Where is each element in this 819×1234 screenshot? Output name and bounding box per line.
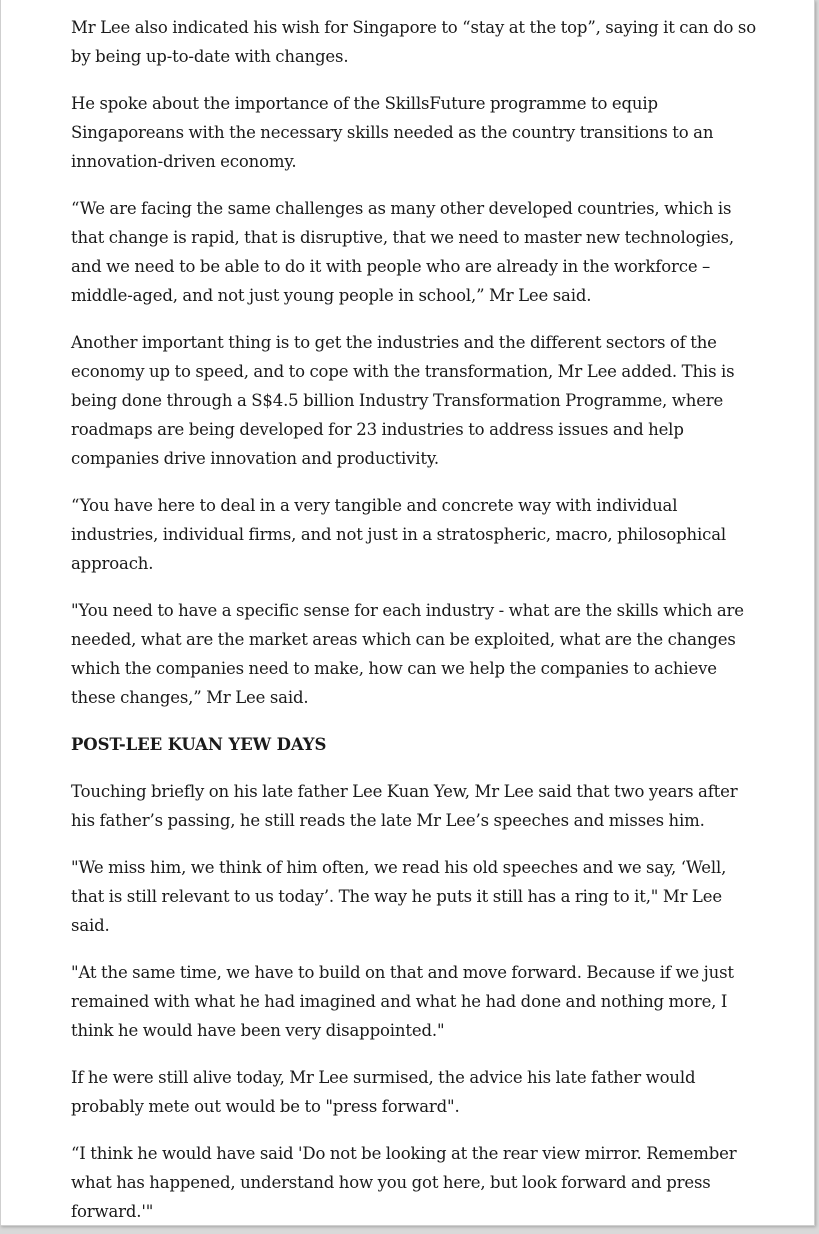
paragraph-press-forward: If he were still alive today, Mr Lee surmised, the advice his late father would probably mete out would be to "press forward". xyxy=(71,1068,696,1116)
paragraph-skillsfuture: He spoke about the importance of the SkillsFuture programme to equip Singaporeans with the necessary skills needed as the country transitions to an innovation-driven economy. xyxy=(71,94,714,171)
paragraph-specific-sense-quote: "You need to have a specific sense for each industry - what are the skills which are needed, what are the market areas which can be exploited, what are the changes which the companies need to make, how can we help the companies to achieve these changes,” Mr Lee said. xyxy=(71,601,744,707)
paragraph-rear-view-mirror-quote: “I think he would have said 'Do not be looking at the rear view mirror. Remember what has happened, understand how you got here, but look forward and press forward.'" xyxy=(71,1144,737,1221)
article-body xyxy=(71,13,761,1226)
paragraph-late-father: Touching briefly on his late father Lee Kuan Yew, Mr Lee said that two years after his father’s passing, he still reads the late Mr Lee’s speeches and misses him. xyxy=(71,782,738,830)
paragraph-stay-at-top: Mr Lee also indicated his wish for Singapore to “stay at the top”, saying it can do so by being up-to-date with changes. xyxy=(71,18,757,66)
paragraph-move-forward-quote: "At the same time, we have to build on that and move forward. Because if we just remained with what he had imagined and what he had done and nothing more, I think he would have been very disappointed." xyxy=(71,963,734,1040)
paragraph-same-challenges-quote: “We are facing the same challenges as many other developed countries, which is that change is rapid, that is disruptive, that we need to master new technologies, and we need to be able to do it with people who are already in the workforce – middle-aged, and not just young people in school,” Mr Lee said. xyxy=(71,199,734,305)
paragraph-industry-transformation: Another important thing is to get the industries and the different sectors of the economy up to speed, and to cope with the transformation, Mr Lee added. This is being done through a S$4.5 billion Industry Transformation Programme, where roadmaps are being developed for 23 industries to address issues and help companies drive innovation and productivity. xyxy=(71,333,735,468)
paragraph-miss-him-quote: "We miss him, we think of him often, we read his old speeches and we say, ‘Well, that is still relevant to us today’. The way he puts it still has a ring to it," Mr Lee said. xyxy=(71,858,727,935)
section-heading: POST-LEE KUAN YEW DAYS xyxy=(71,735,327,754)
paragraph-tangible-concrete-quote: “You have here to deal in a very tangible and concrete way with individual industries, individual firms, and not just in a stratospheric, macro, philosophical approach. xyxy=(71,496,727,573)
